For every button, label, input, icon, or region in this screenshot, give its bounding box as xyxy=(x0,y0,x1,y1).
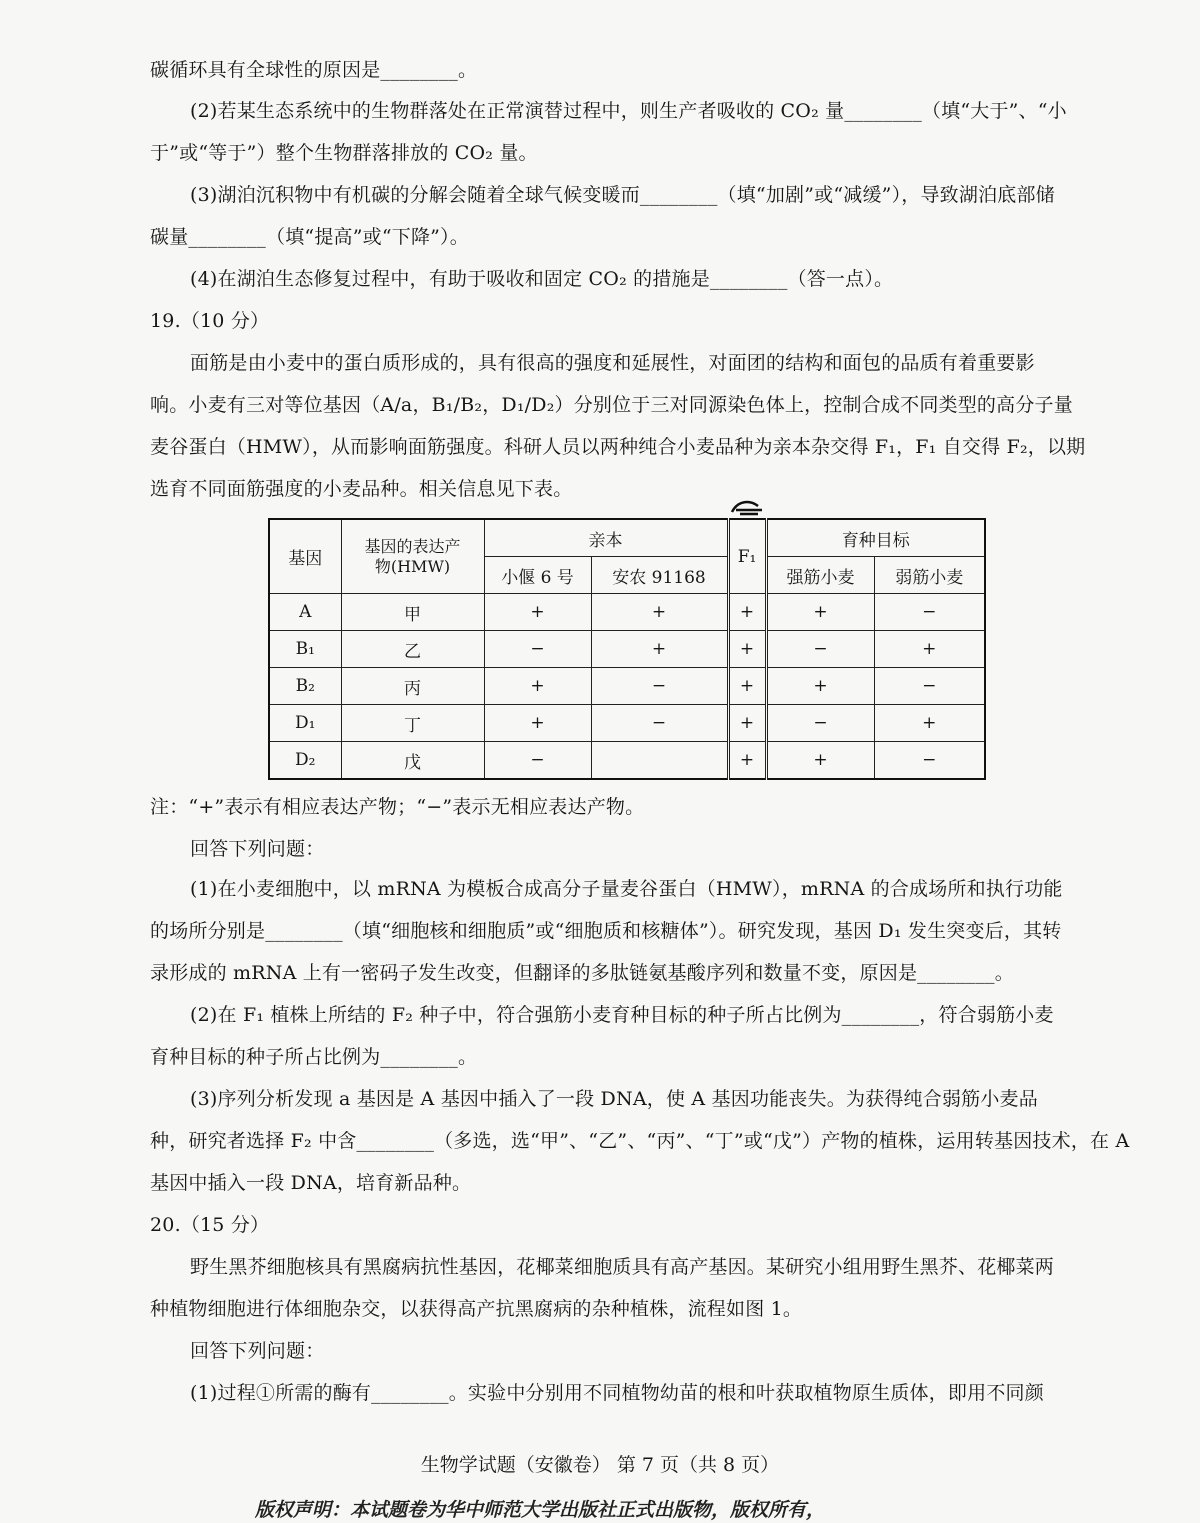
table-row xyxy=(269,742,985,780)
table-row xyxy=(269,594,985,631)
header-strong-wheat: 强筋小麦 xyxy=(766,557,874,594)
cell-weak: − xyxy=(874,594,985,631)
cell-weak: − xyxy=(874,668,985,705)
header-expression-product xyxy=(341,519,484,594)
cell-strong: − xyxy=(766,705,874,742)
text-line: 的场所分别是________（填“细胞核和细胞质”或“细胞质和核糖体”）。研究发现，基因 D₁ 发生突变后，其转 xyxy=(150,920,1062,942)
table-note: 注：“+”表示有相应表达产物；“−”表示无相应表达产物。 xyxy=(150,796,645,818)
table-row xyxy=(269,705,985,742)
cell-product: 甲 xyxy=(341,594,484,631)
text-line: 种植物细胞进行体细胞杂交，以获得高产抗黑腐病的杂种植株，流程如图 1。 xyxy=(150,1298,803,1320)
header-breeding-goal: 育种目标 xyxy=(766,519,985,557)
cell-parent-1: + xyxy=(484,594,591,631)
cell-gene: B₁ xyxy=(269,631,341,668)
cell-strong: + xyxy=(766,594,874,631)
cell-parent-2: + xyxy=(591,631,728,668)
cell-weak: + xyxy=(874,705,985,742)
header-parents: 亲本 xyxy=(484,519,728,557)
cell-product: 丁 xyxy=(341,705,484,742)
header-parent-1: 小偃 6 号 xyxy=(484,557,591,594)
cell-weak: + xyxy=(874,631,985,668)
copyright-notice: 版权声明：本试题卷为华中师范大学出版社正式出版物，版权所有， xyxy=(255,1499,826,1521)
cell-f1: + xyxy=(728,631,766,668)
cell-strong: + xyxy=(766,668,874,705)
cell-parent-1: + xyxy=(484,705,591,742)
question-19-part-3: (3)序列分析发现 a 基因是 A 基因中插入了一段 DNA，使 A 基因功能丧失。为获得纯合弱筋小麦品 xyxy=(190,1088,1038,1110)
question-18-part-3: (3)湖泊沉积物中有机碳的分解会随着全球气候变暖而________（填“加剧”或“减缓”），导致湖泊底部储 xyxy=(190,184,1055,206)
cell-parent-2: − xyxy=(591,705,728,742)
scribble-mark-icon xyxy=(728,496,768,518)
text-line: 碳循环具有全球性的原因是________。 xyxy=(150,59,478,81)
text-line: 录形成的 mRNA 上有一密码子发生改变，但翻译的多肽链氨基酸序列和数量不变，原因是________。 xyxy=(150,962,1014,984)
text-line: 麦谷蛋白（HMW），从而影响面筋强度。科研人员以两种纯合小麦品种为亲本杂交得 F₁，F₁ 自交得 F₂，以期 xyxy=(150,436,1086,458)
instruction: 回答下列问题： xyxy=(190,838,325,860)
cell-product: 乙 xyxy=(341,631,484,668)
cell-product: 丙 xyxy=(341,668,484,705)
question-20-part-1: (1)过程①所需的酶有________。实验中分别用不同植物幼苗的根和叶获取植物原生质体，即用不同颜 xyxy=(190,1382,1044,1404)
question-20-number: 20.（15 分） xyxy=(150,1214,270,1236)
question-19-number: 19.（10 分） xyxy=(150,310,270,332)
table-row xyxy=(269,668,985,705)
table-row xyxy=(269,631,985,668)
cell-gene: D₁ xyxy=(269,705,341,742)
text-line: 育种目标的种子所占比例为________。 xyxy=(150,1046,478,1068)
header-parent-2: 安农 91168 xyxy=(591,557,728,594)
question-19-part-2: (2)在 F₁ 植株上所结的 F₂ 种子中，符合强筋小麦育种目标的种子所占比例为________，符合弱筋小麦 xyxy=(190,1004,1054,1026)
cell-weak: − xyxy=(874,742,985,780)
cell-parent-2: − xyxy=(591,668,728,705)
cell-f1: + xyxy=(728,742,766,780)
cell-f1: + xyxy=(728,705,766,742)
cell-gene: B₂ xyxy=(269,668,341,705)
header-expression-product-label: 基因的表达产物(HMW) xyxy=(364,536,461,576)
cell-parent-2 xyxy=(591,742,728,780)
header-f1: F₁ xyxy=(728,519,766,594)
question-18-part-4: (4)在湖泊生态修复过程中，有助于吸收和固定 CO₂ 的措施是________（答一点）。 xyxy=(190,268,894,290)
hmw-table xyxy=(268,518,986,780)
text-line: 种，研究者选择 F₂ 中含________（多选，选“甲”、“乙”、“丙”、“丁”或“戊”）产物的植株，运用转基因技术，在 A xyxy=(150,1130,1130,1152)
text-line: 响。小麦有三对等位基因（A/a，B₁/B₂，D₁/D₂）分别位于三对同源染色体上，控制合成不同类型的高分子量 xyxy=(150,394,1073,416)
cell-parent-1: − xyxy=(484,631,591,668)
cell-parent-1: + xyxy=(484,668,591,705)
cell-strong: − xyxy=(766,631,874,668)
header-gene: 基因 xyxy=(269,519,341,594)
text-line: 于”或“等于”）整个生物群落排放的 CO₂ 量。 xyxy=(150,142,538,164)
cell-parent-2: + xyxy=(591,594,728,631)
cell-gene: D₂ xyxy=(269,742,341,780)
cell-f1: + xyxy=(728,594,766,631)
instruction: 回答下列问题： xyxy=(190,1340,325,1362)
cell-strong: + xyxy=(766,742,874,780)
question-19-stem: 面筋是由小麦中的蛋白质形成的，具有很高的强度和延展性，对面团的结构和面包的品质有着重要影 xyxy=(190,352,1035,374)
cell-gene: A xyxy=(269,594,341,631)
cell-product: 戊 xyxy=(341,742,484,780)
text-line: 选育不同面筋强度的小麦品种。相关信息见下表。 xyxy=(150,478,573,500)
cell-parent-1: − xyxy=(484,742,591,780)
text-line: 基因中插入一段 DNA，培育新品种。 xyxy=(150,1172,472,1194)
question-18-part-2: (2)若某生态系统中的生物群落处在正常演替过程中，则生产者吸收的 CO₂ 量________（填“大于”、“小 xyxy=(190,100,1067,122)
question-20-stem: 野生黑芥细胞核具有黑腐病抗性基因，花椰菜细胞质具有高产基因。某研究小组用野生黑芥、花椰菜两 xyxy=(190,1256,1055,1278)
text-line: 碳量________（填“提高”或“下降”）。 xyxy=(150,226,469,248)
question-19-part-1: (1)在小麦细胞中，以 mRNA 为模板合成高分子量麦谷蛋白（HMW），mRNA 的合成场所和执行功能 xyxy=(190,878,1063,900)
page-footer: 生物学试题（安徽卷） 第 7 页（共 8 页） xyxy=(420,1454,780,1476)
cell-f1: + xyxy=(728,668,766,705)
header-weak-wheat: 弱筋小麦 xyxy=(874,557,985,594)
